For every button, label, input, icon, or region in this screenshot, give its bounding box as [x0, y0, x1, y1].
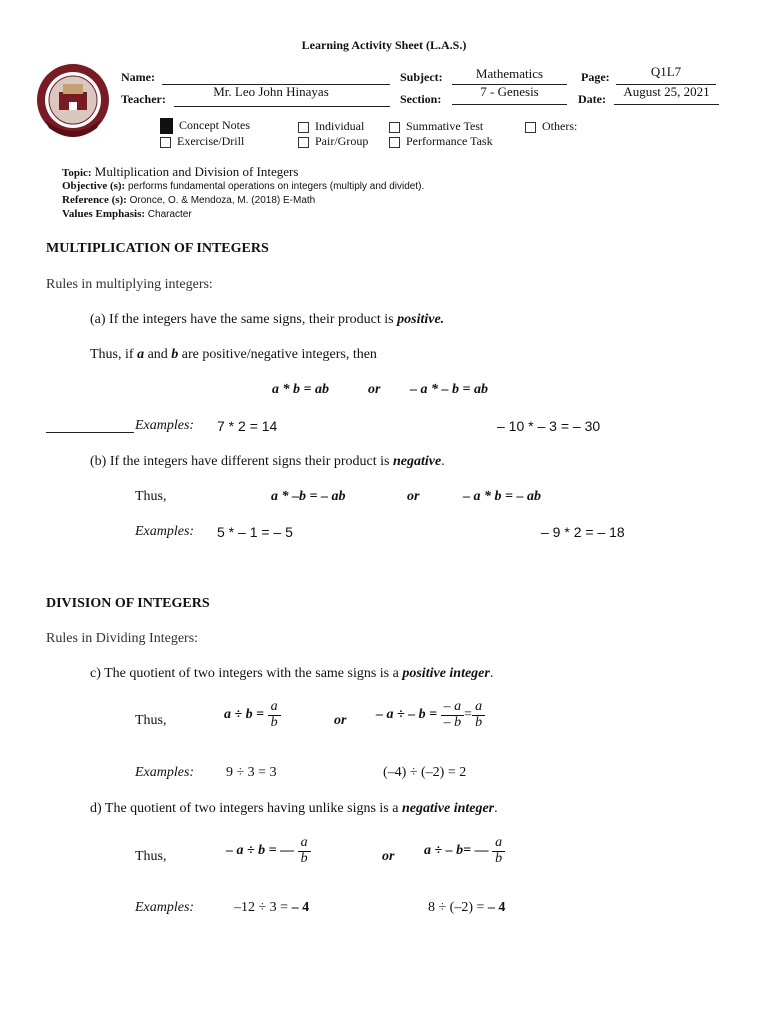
date-label: Date:: [578, 92, 606, 106]
example-d2: 8 ÷ (–2) = – 4: [428, 900, 506, 915]
example-b2: – 9 * 2 = – 18: [541, 524, 625, 540]
example-b1: 5 * – 1 = – 5: [217, 524, 293, 540]
checkbox-individual[interactable]: Individual: [298, 119, 364, 134]
multiplication-intro: Rules in multiplying integers:: [46, 277, 213, 292]
examples-label: Examples:: [135, 765, 195, 780]
rule-b: (b) If the integers have different signs their product is negative.: [90, 454, 445, 469]
division-heading: DIVISION OF INTEGERS: [46, 596, 210, 611]
teacher-label: Teacher: [121, 92, 162, 106]
formula-b-left: a * –b = – ab: [271, 489, 346, 504]
examples-label: Examples:: [135, 524, 195, 539]
checkbox-exercise-drill[interactable]: Exercise/Drill: [160, 134, 244, 149]
checkbox-icon: [389, 122, 400, 133]
checkbox-others[interactable]: Others:: [525, 119, 577, 134]
reference-line: Reference (s): Oronce, O. & Mendoza, M. (2018) E-Math: [62, 194, 316, 206]
subject-label: Subject:: [400, 70, 443, 84]
or-label: or: [334, 713, 347, 728]
checked-box-icon: [160, 118, 173, 134]
teacher-field[interactable]: Mr. Leo John Hinayas: [213, 84, 329, 99]
rule-b-thus: Thus,: [135, 489, 167, 504]
school-seal-logo: [35, 62, 111, 143]
page-field[interactable]: Q1L7: [650, 64, 682, 79]
checkbox-icon: [389, 137, 400, 148]
or-label: or: [407, 489, 420, 504]
multiplication-heading: MULTIPLICATION OF INTEGERS: [46, 241, 269, 256]
checkbox-icon: [160, 137, 171, 148]
example-a2: – 10 * – 3 = – 30: [497, 418, 601, 434]
formula-a-right: – a * – b = ab: [410, 382, 488, 397]
values-line: Values Emphasis: Character: [62, 208, 192, 220]
division-intro: Rules in Dividing Integers:: [46, 631, 199, 646]
or-label: or: [368, 382, 381, 397]
checkbox-pair-group[interactable]: Pair/Group: [298, 134, 368, 149]
rule-d-thus: Thus,: [135, 849, 167, 864]
checkbox-icon: [525, 122, 536, 133]
formula-d-right: a ÷ – b= — $\frac{a}{b}$: [424, 836, 505, 866]
sheet-title: Learning Activity Sheet (L.A.S.): [301, 38, 467, 52]
page-label: Page:: [581, 70, 610, 84]
rule-c: c) The quotient of two integers with the same signs is a positive integer.: [90, 666, 494, 681]
rule-a-thus: Thus, if a and b are positive/negative integers, then: [90, 347, 377, 362]
subject-field[interactable]: Mathematics: [475, 66, 544, 81]
checkbox-icon: [298, 137, 309, 148]
rule-c-thus: Thus,: [135, 713, 167, 728]
example-c1: 9 ÷ 3 = 3: [226, 765, 277, 780]
date-field[interactable]: August 25, 2021: [623, 84, 710, 99]
example-d1: –12 ÷ 3 = – 4: [234, 900, 310, 915]
rule-a: (a) If the integers have the same signs, their product is positive.: [90, 312, 445, 327]
section-field[interactable]: 7 - Genesis: [480, 84, 539, 99]
formula-b-right: – a * b = – ab: [463, 489, 541, 504]
checkbox-summative-test[interactable]: Summative Test: [389, 119, 483, 134]
examples-label: Examples:: [135, 418, 195, 433]
checkbox-concept-notes[interactable]: Concept Notes: [160, 118, 250, 134]
rule-d: d) The quotient of two integers having unlike signs is a negative integer.: [90, 801, 498, 816]
name-label: Name: [121, 70, 151, 84]
section-label: Section:: [400, 92, 442, 106]
topic-line: Topic: Multiplication and Division of Integers: [62, 164, 299, 179]
formula-c-right: – a ÷ – b = $\frac{- a}{- b}$ = $\frac{a}{b}$: [376, 700, 485, 730]
formula-a-left: a * b = ab: [272, 382, 329, 397]
checkbox-performance-task[interactable]: Performance Task: [389, 134, 493, 149]
example-c2: (–4) ÷ (–2) = 2: [383, 765, 467, 780]
formula-d-left: – a ÷ b = — $\frac{a}{b}$: [226, 836, 311, 866]
examples-label: Examples:: [135, 900, 195, 915]
example-a1: 7 * 2 = 14: [217, 418, 278, 434]
objective-line: Objective (s): performs fundamental operations on integers (multiply and dividet).: [62, 180, 425, 192]
checkbox-icon: [298, 122, 309, 133]
formula-c-left: a ÷ b = $\frac{a}{b}$: [224, 700, 281, 730]
or-label: or: [382, 849, 395, 864]
